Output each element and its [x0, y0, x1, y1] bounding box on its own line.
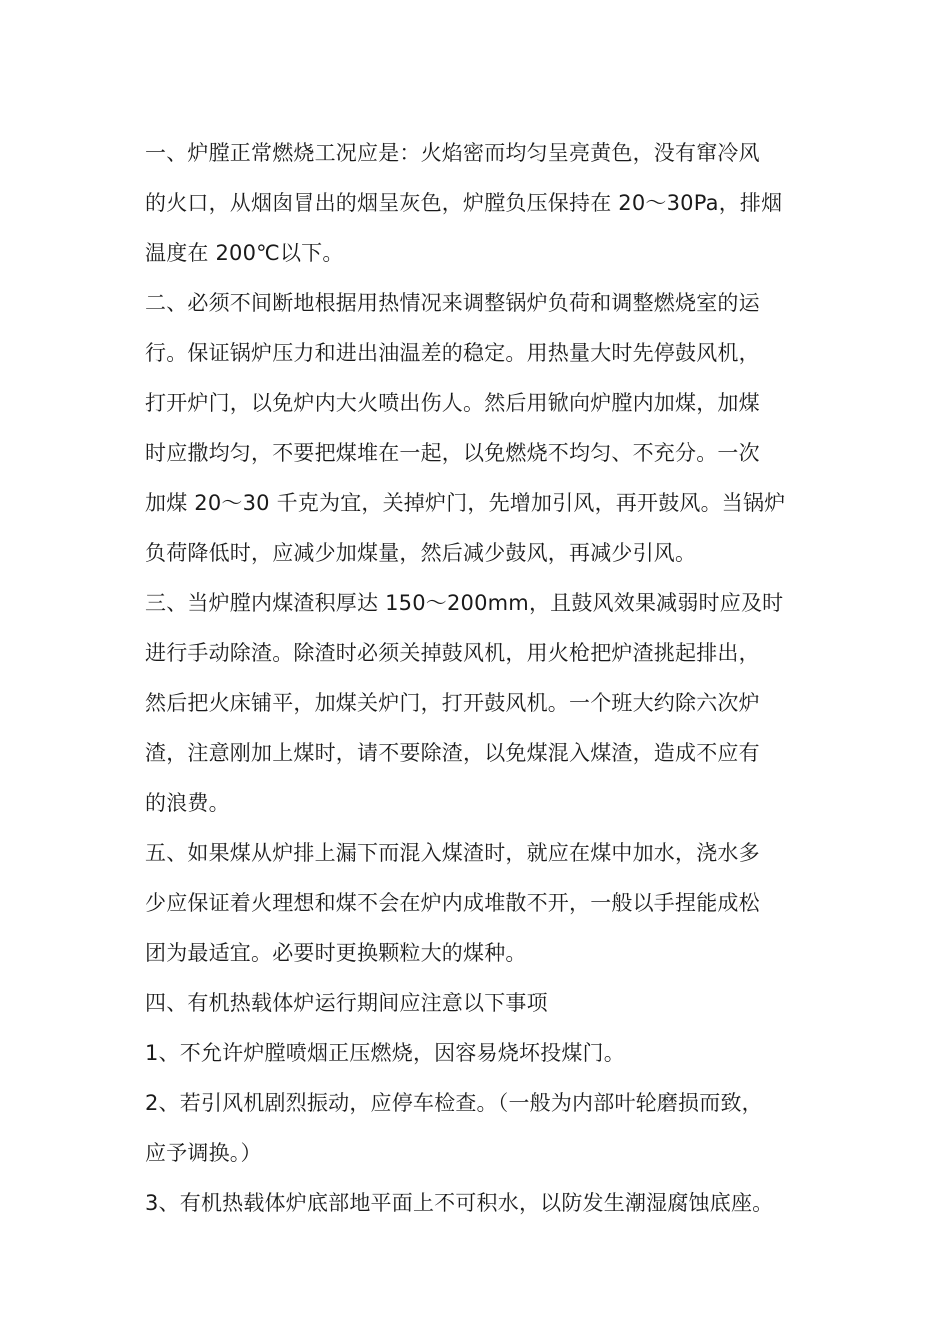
text-line: 渣，注意刚加上煤时，请不要除渣，以免煤混入煤渣，造成不应有	[145, 741, 760, 765]
text-line: 2、若引风机剧烈振动，应停车检查。（一般为内部叶轮磨损而致，	[145, 1091, 763, 1115]
text-line: 五、如果煤从炉排上漏下而混入煤渣时，就应在煤中加水，浇水多	[145, 841, 760, 865]
text-line: 加煤 20～30 千克为宜，关掉炉门，先增加引风，再开鼓风。当锅炉	[145, 491, 786, 515]
text-line: 3、有机热载体炉底部地平面上不可积水，以防发生潮湿腐蚀底座。	[145, 1191, 774, 1215]
text-line: 然后把火床铺平，加煤关炉门，打开鼓风机。一个班大约除六次炉	[145, 691, 760, 715]
list-item-3	[145, 1178, 810, 1228]
list-item-1	[145, 1028, 810, 1078]
section-heading	[145, 978, 810, 1028]
paragraph-4	[145, 828, 810, 978]
paragraph-2	[145, 278, 810, 578]
text-line: 一、炉膛正常燃烧工况应是：火焰密而均匀呈亮黄色，没有窜冷风	[145, 141, 760, 165]
text-line: 团为最适宜。必要时更换颗粒大的煤种。	[145, 941, 527, 965]
text-line: 温度在 200℃以下。	[145, 241, 344, 265]
text-line: 应予调换。）	[145, 1141, 262, 1165]
text-line: 负荷降低时，应减少加煤量，然后减少鼓风，再减少引风。	[145, 541, 697, 565]
text-line: 打开炉门，以免炉内大火喷出伤人。然后用锨向炉膛内加煤，加煤	[145, 391, 760, 415]
text-line: 三、当炉膛内煤渣积厚达 150～200mm，且鼓风效果减弱时应及时	[145, 591, 784, 615]
paragraph-1	[145, 128, 810, 278]
text-line: 时应撒均匀，不要把煤堆在一起，以免燃烧不均匀、不充分。一次	[145, 441, 760, 465]
document-body	[145, 128, 810, 1228]
text-line: 少应保证着火理想和煤不会在炉内成堆散不开，一般以手捏能成松	[145, 891, 760, 915]
text-line: 二、必须不间断地根据用热情况来调整锅炉负荷和调整燃烧室的运	[145, 291, 760, 315]
list-item-2	[145, 1078, 810, 1178]
text-line: 的火口，从烟囱冒出的烟呈灰色，炉膛负压保持在 20～30Pa，排烟	[145, 191, 783, 215]
text-line: 进行手动除渣。除渣时必须关掉鼓风机，用火枪把炉渣挑起排出，	[145, 641, 760, 665]
text-line: 1、不允许炉膛喷烟正压燃烧，因容易烧坏投煤门。	[145, 1041, 625, 1065]
text-line: 的浪费。	[145, 791, 230, 815]
text-line: 行。保证锅炉压力和进出油温差的稳定。用热量大时先停鼓风机，	[145, 341, 760, 365]
text-line: 四、有机热载体炉运行期间应注意以下事项	[145, 991, 548, 1015]
paragraph-3	[145, 578, 810, 828]
